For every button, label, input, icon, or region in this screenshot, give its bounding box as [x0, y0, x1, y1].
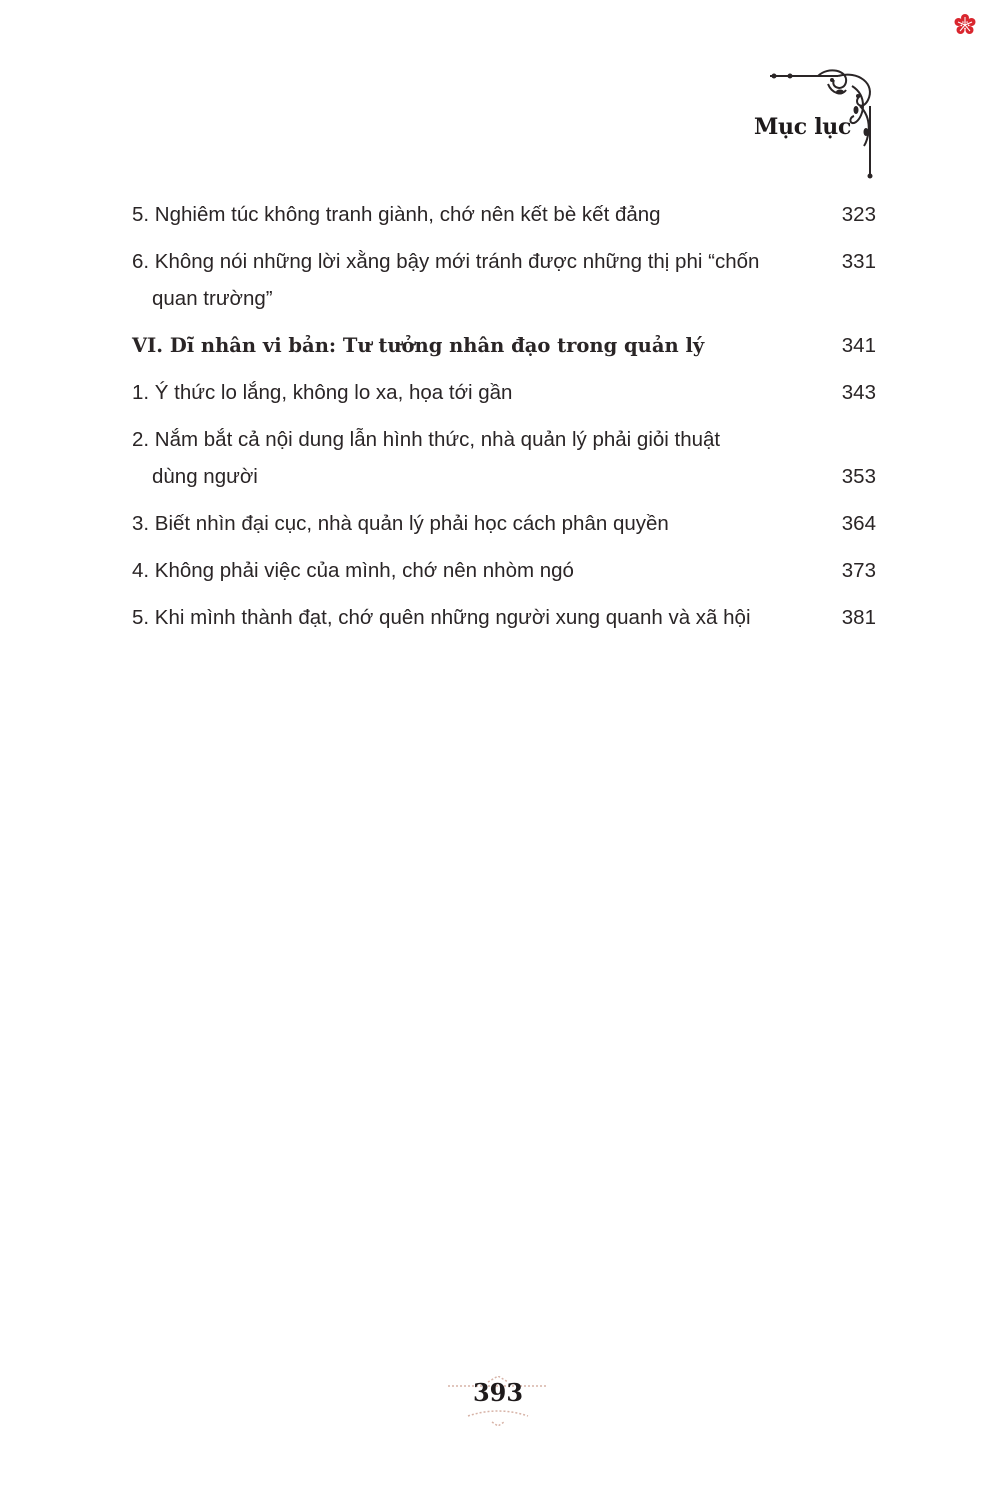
toc-entry-page: 331	[841, 250, 876, 273]
toc-entry-title: 3. Biết nhìn đại cục, nhà quản lý phải học cách phân quyền	[132, 512, 669, 535]
red-flower-icon	[952, 12, 978, 38]
toc-entry-page: 373	[841, 559, 876, 582]
toc-entry-title: 5. Nghiêm túc không tranh giành, chớ nên kết bè kết đảng	[132, 203, 661, 226]
toc-entry-page: 381	[841, 606, 876, 629]
toc-entry[interactable]	[132, 196, 876, 233]
toc-entry-title-continued: quan trường”	[152, 287, 273, 310]
toc-entry-title: 2. Nắm bắt cả nội dung lẫn hình thức, nhà quản lý phải giỏi thuật	[132, 428, 721, 451]
toc-entry-title: 1. Ý thức lo lắng, không lo xa, họa tới gần	[132, 381, 513, 404]
toc-entry-title: 6. Không nói những lời xằng bậy mới tránh được những thị phi “chốn	[132, 250, 760, 273]
toc-entry-title: 4. Không phải việc của mình, chớ nên nhòm ngó	[132, 559, 574, 582]
section-title: Mục lục	[754, 114, 852, 140]
toc-entry-title: VI. Dĩ nhân vi bản: Tư tưởng nhân đạo trong quản lý	[132, 334, 705, 357]
toc-entry-page: 341	[841, 334, 876, 357]
toc-entry-page: 323	[841, 203, 876, 226]
toc-entry-title-continued: dùng người	[152, 465, 258, 488]
toc-entry[interactable]	[132, 421, 876, 495]
toc-section-heading[interactable]	[132, 327, 876, 364]
toc-entry[interactable]	[132, 243, 876, 317]
toc-entry-page: 364	[841, 512, 876, 535]
table-of-contents	[132, 196, 876, 636]
page-number: 393	[472, 1378, 524, 1407]
toc-entry[interactable]	[132, 505, 876, 542]
toc-entry-page: 343	[841, 381, 876, 404]
toc-entry[interactable]	[132, 374, 876, 411]
toc-entry-page: 353	[841, 465, 876, 488]
toc-entry[interactable]	[132, 552, 876, 589]
toc-entry-title: 5. Khi mình thành đạt, chớ quên những người xung quanh và xã hội	[132, 606, 751, 629]
toc-entry[interactable]	[132, 599, 876, 636]
